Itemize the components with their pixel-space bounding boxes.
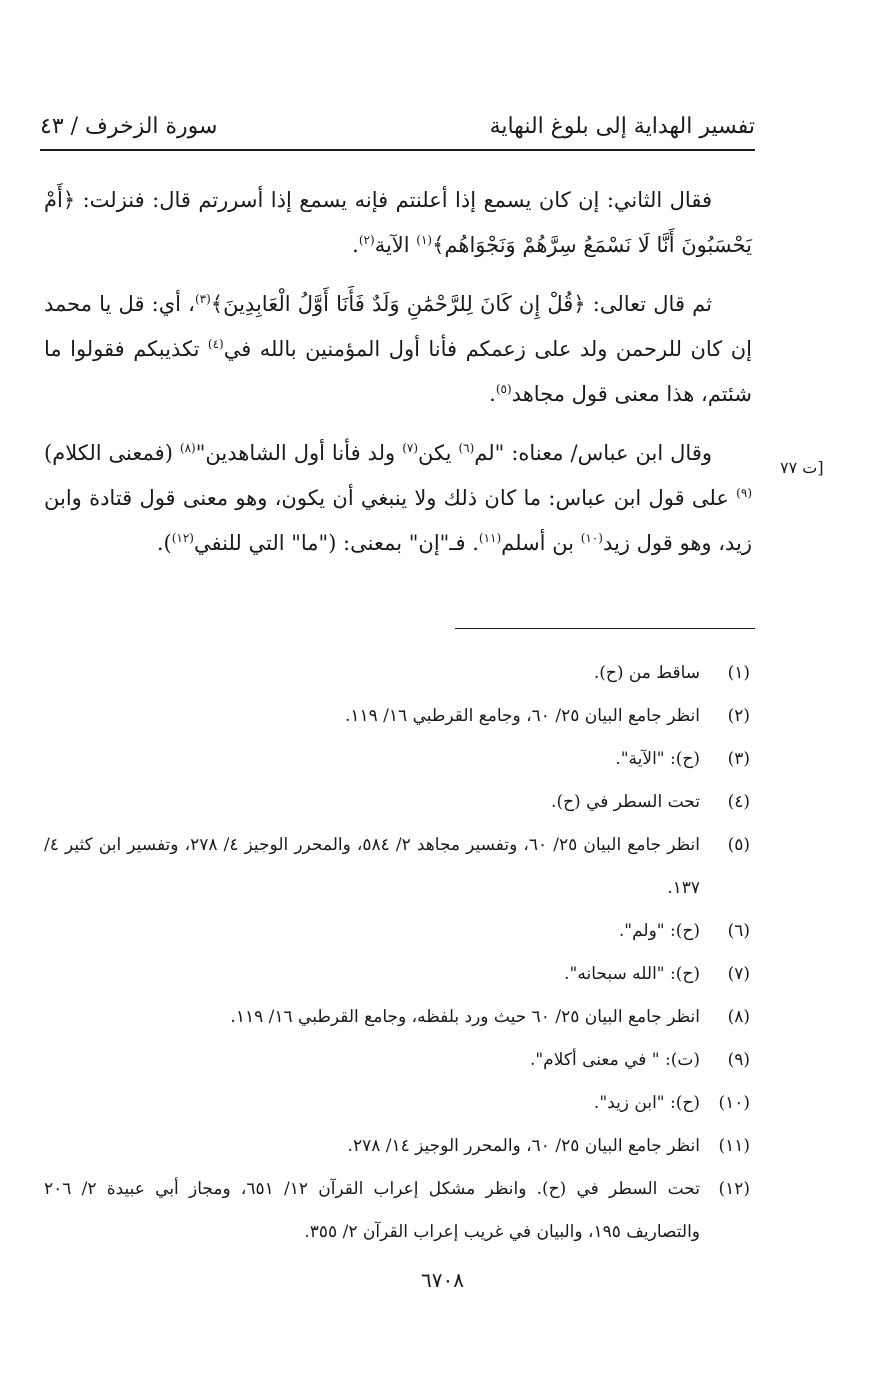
footnote-ref[interactable]: (١١) bbox=[478, 531, 502, 545]
paragraph-1 bbox=[44, 178, 752, 268]
footnote-text: انظر جامع البيان ٢٥/ ٦٠، والمحرر الوجيز ١٤/ ٢٧٨. bbox=[347, 1136, 700, 1156]
footnote-number: (٨) bbox=[727, 1007, 750, 1027]
text-segment: ثم قال تعالى: bbox=[585, 292, 712, 316]
text-segment: . bbox=[489, 382, 496, 406]
text-segment: الآية bbox=[374, 233, 417, 257]
text-segment: تكذيبكم فقولوا ما شئتم، هذا معنى قول مجاهد bbox=[44, 337, 752, 406]
footnote-ref[interactable]: (٧) bbox=[402, 441, 419, 455]
manuscript-margin-note: [ت ٧٧ bbox=[780, 458, 824, 477]
text-segment: على قول ابن عباس: ما كان ذلك ولا ينبغي أن يكون، وهو معنى قول قتادة وابن زيد، وهو قول زيد bbox=[44, 486, 752, 555]
surah-label: سورة الزخرف / ٤٣ bbox=[40, 114, 218, 139]
footnote-number: (٤) bbox=[727, 792, 750, 812]
footnote-number: (٦) bbox=[727, 921, 750, 941]
text-segment: يكن bbox=[418, 441, 459, 465]
footnote-number: (٧) bbox=[727, 964, 750, 984]
footnote-text: تحت السطر في (ح). bbox=[551, 792, 700, 812]
footnote-text: انظر جامع البيان ٢٥/ ٦٠، وجامع القرطبي ١٦/ ١١٩. bbox=[344, 706, 700, 726]
footnote-number: (١٠) bbox=[718, 1093, 750, 1113]
text-segment: ). bbox=[156, 531, 172, 555]
footnote-ref[interactable]: (٥) bbox=[495, 382, 512, 396]
footnote-text: تحت السطر في (ح). وانظر مشكل إعراب القرآن ١٢/ ٦٥١، ومجاز أبي عبيدة ٢/ ٢٠٦ والتصاريف ١٩٥، والبيان في غريب إعراب القرآن ٢/ ٣٥٥. bbox=[44, 1179, 701, 1242]
quran-verse: ﴿أَمْ يَحْسَبُونَ أَنَّا لَا نَسْمَعُ سِرَّهُمْ وَنَجْوَاهُم﴾ bbox=[44, 188, 752, 257]
text-segment: وقال ابن عباس/ معناه: "لم bbox=[474, 441, 712, 465]
footnote-text: انظر جامع البيان ٢٥/ ٦٠ حيث ورد بلفظه، وجامع القرطبي ١٦/ ١١٩. bbox=[230, 1007, 700, 1027]
footnote-text: ساقط من (ح). bbox=[593, 663, 700, 683]
footnote bbox=[44, 1125, 750, 1168]
footnote-ref[interactable]: (٢) bbox=[358, 233, 375, 247]
footnote-ref[interactable]: (٦) bbox=[458, 441, 475, 455]
footnote-number: (١١) bbox=[718, 1136, 750, 1156]
footnote-number: (٣) bbox=[727, 749, 750, 769]
footnote-number: (١) bbox=[727, 663, 750, 683]
footnote bbox=[44, 781, 750, 824]
footnote-number: (١٢) bbox=[718, 1179, 750, 1199]
footnote-separator bbox=[455, 628, 755, 629]
footnote bbox=[44, 695, 750, 738]
text-segment: . bbox=[352, 233, 359, 257]
text-segment: بن أسلم bbox=[501, 531, 581, 555]
text-segment: . فـ"إن" بمعنى: ("ما" التي للنفي bbox=[193, 531, 479, 555]
footnote bbox=[44, 996, 750, 1039]
footnote bbox=[44, 824, 750, 910]
footnote bbox=[44, 738, 750, 781]
footnote-text: (ت): " في معنى أكلام". bbox=[529, 1050, 700, 1070]
text-segment: (فمعنى الكلام) bbox=[44, 441, 180, 465]
header-rule bbox=[40, 149, 755, 151]
footnote-text: انظر جامع البيان ٢٥/ ٦٠، وتفسير مجاهد ٢/ ٥٨٤، والمحرر الوجيز ٤/ ٢٧٨، وتفسير ابن كثير ٤/ ١٣٧. bbox=[44, 835, 701, 898]
footnote-ref[interactable]: (٨) bbox=[179, 441, 196, 455]
footnote bbox=[44, 1039, 750, 1082]
text-segment: ، أي: قل يا محمد إن كان للرحمن ولد على زعمكم فأنا أول المؤمنين بالله في bbox=[44, 292, 753, 361]
footnote-number: (٥) bbox=[727, 835, 750, 855]
footnote bbox=[44, 1168, 750, 1254]
quran-verse: ﴿قُلْ إِن كَانَ لِلرَّحْمَٰنِ وَلَدٌ فَأَنَا أَوَّلُ الْعَابِدِينَ﴾ bbox=[210, 292, 586, 316]
footnote-ref[interactable]: (١٢) bbox=[171, 531, 194, 545]
footnote bbox=[44, 953, 750, 996]
footnote-text: (ح): "الآية". bbox=[615, 749, 700, 769]
footnote bbox=[44, 910, 750, 953]
footnotes bbox=[44, 652, 750, 1254]
main-text bbox=[44, 178, 752, 580]
paragraph-2 bbox=[44, 282, 752, 417]
page-header bbox=[40, 108, 755, 148]
footnote-ref[interactable]: (٩) bbox=[736, 486, 752, 500]
paragraph-3 bbox=[44, 431, 752, 566]
footnote-number: (٢) bbox=[727, 706, 750, 726]
footnote-number: (٩) bbox=[727, 1050, 750, 1070]
text-segment: ولد فأنا أول الشاهدين" bbox=[195, 441, 403, 465]
footnote-ref[interactable]: (٤) bbox=[207, 337, 224, 351]
footnote-ref[interactable]: (١٠) bbox=[580, 531, 603, 545]
footnote bbox=[44, 1082, 750, 1125]
page-number: ٦٧٠٨ bbox=[421, 1268, 464, 1292]
footnote-text: (ح): "ولم". bbox=[618, 921, 700, 941]
text-segment: فقال الثاني: إن كان يسمع إذا أعلنتم فإنه يسمع إذا أسررتم قال: فنزلت: bbox=[75, 188, 712, 212]
footnote-ref[interactable]: (١) bbox=[416, 233, 433, 247]
footnote-text: (ح): "الله سبحانه". bbox=[564, 964, 700, 984]
footnote-text: (ح): "ابن زيد". bbox=[593, 1093, 700, 1113]
book-title: تفسير الهداية إلى بلوغ النهاية bbox=[489, 114, 755, 139]
footnote bbox=[44, 652, 750, 695]
footnote-ref[interactable]: (٣) bbox=[194, 292, 211, 306]
